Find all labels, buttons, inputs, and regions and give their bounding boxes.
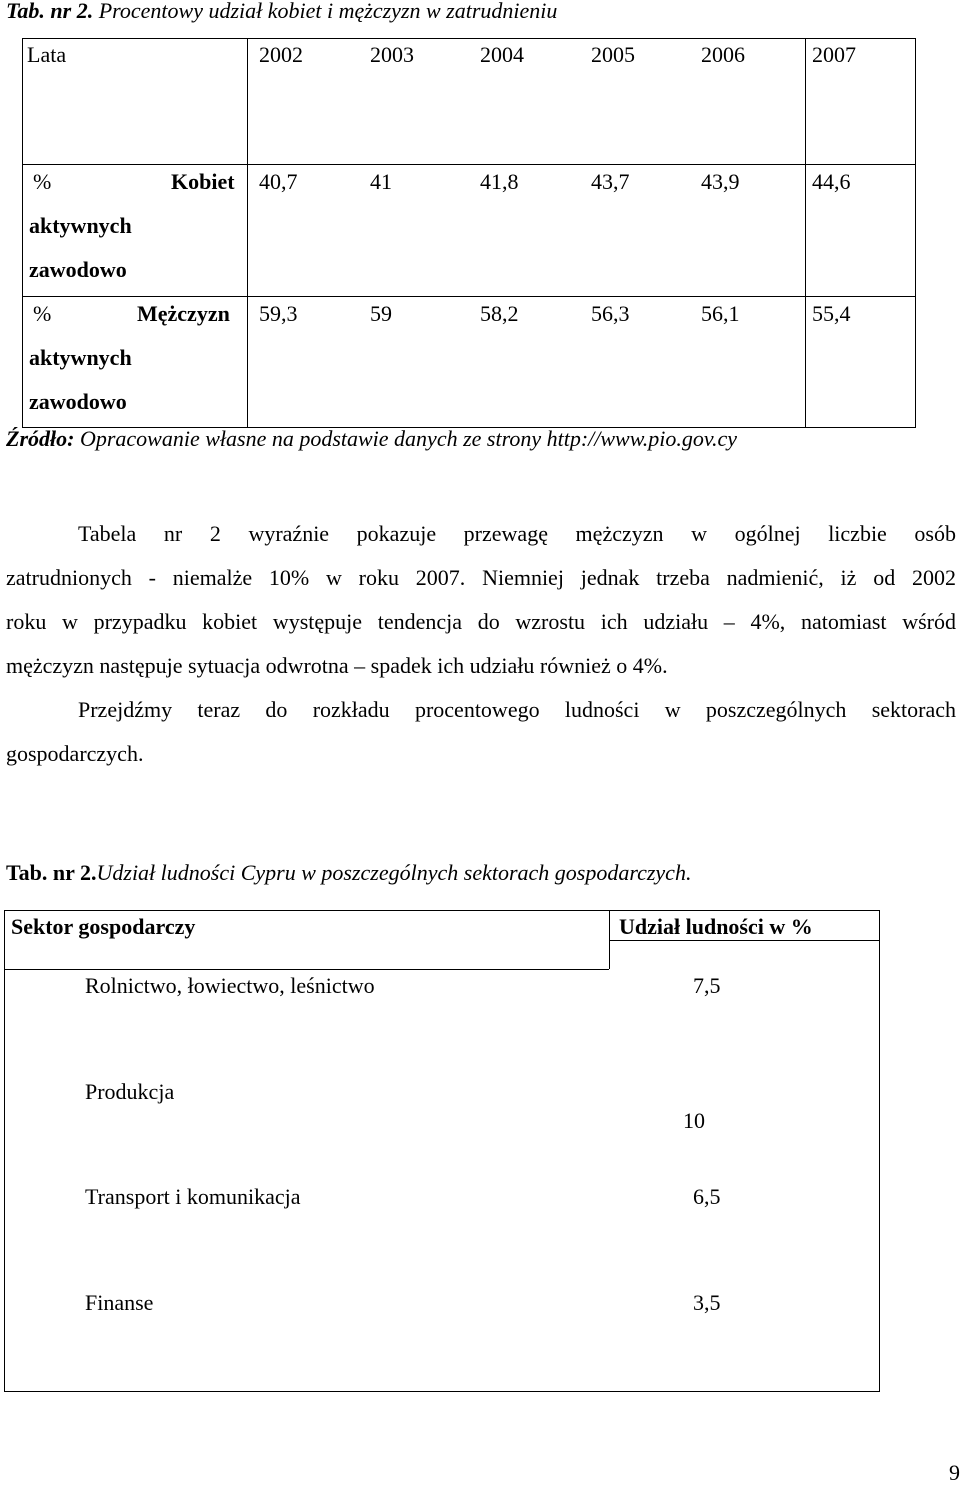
row-women-value: 43,7 — [591, 169, 630, 194]
sector-share: 7,5 — [693, 973, 721, 998]
row-women-value: 44,6 — [812, 169, 851, 194]
sector-share: 3,5 — [693, 1290, 721, 1315]
sector-name: Produkcja — [85, 1079, 175, 1104]
table2-caption — [6, 860, 691, 886]
table2-caption-title: Udział ludności Cypru w poszczególnych sektorach gospodarczych. — [96, 860, 692, 885]
header-share: Udział ludności w % — [619, 914, 813, 939]
row-women-gender: Kobiet — [171, 169, 235, 194]
sector-name: Transport i komunikacja — [85, 1184, 301, 1209]
sector-name: Finanse — [85, 1290, 154, 1315]
row-men-value: 59,3 — [259, 301, 298, 326]
header-year: 2006 — [701, 42, 745, 67]
table-gridline — [247, 39, 248, 427]
paragraph-line: Przejdźmy teraz do rozkładu procentowego ludności w poszczególnych sektorach — [78, 697, 956, 722]
row-men-pct: % — [33, 301, 52, 326]
row-women-value: 41,8 — [480, 169, 519, 194]
header-sector: Sektor gospodarczy — [11, 914, 196, 939]
paragraph-line: mężczyzn następuje sytuacja odwrotna – spadek ich udziału również o 4%. — [6, 653, 668, 678]
paragraph-line: Tabela nr 2 wyraźnie pokazuje przewagę mężczyzn w ogólnej liczbie osób — [78, 521, 956, 546]
table-gridline — [23, 164, 915, 165]
paragraph-2 — [6, 688, 956, 776]
table1-caption-title: Procentowy udział kobiet i mężczyzn w zatrudnieniu — [98, 0, 558, 23]
header-year: 2005 — [591, 42, 635, 67]
paragraph-line: gospodarczych. — [6, 741, 144, 766]
table1-caption-label: Tab. nr 2. — [6, 0, 94, 23]
table2-caption-label: Tab. nr 2. — [6, 860, 97, 885]
row-women-value: 43,9 — [701, 169, 740, 194]
row-women-pct: % — [33, 169, 52, 194]
row-women-label-line2: aktywnych — [29, 213, 132, 238]
row-men-value: 56,1 — [701, 301, 740, 326]
source-text: Opracowanie własne na podstawie danych ze strony http://www.pio.gov.cy — [79, 426, 738, 451]
row-women-value: 40,7 — [259, 169, 298, 194]
row-men-label-line3: zawodowo — [29, 389, 127, 414]
table1-caption — [6, 0, 557, 24]
paragraph-line: roku w przypadku kobiet występuje tendencja do wzrostu ich udziału – 4%, natomiast wśród — [6, 609, 956, 634]
row-men-value: 59 — [370, 301, 392, 326]
sector-share: 6,5 — [693, 1184, 721, 1209]
employment-share-table — [22, 38, 916, 428]
page-number: 9 — [949, 1460, 960, 1485]
paragraph-1 — [6, 512, 956, 688]
header-year: 2004 — [480, 42, 524, 67]
row-men-gender: Mężczyzn — [137, 301, 230, 326]
row-men-value: 56,3 — [591, 301, 630, 326]
sector-share: 10 — [683, 1108, 705, 1133]
sector-name: Rolnictwo, łowiectwo, leśnictwo — [85, 973, 375, 998]
row-men-label-line2: aktywnych — [29, 345, 132, 370]
table-gridline — [805, 39, 806, 427]
row-women-value: 41 — [370, 169, 392, 194]
paragraph-line: zatrudnionych - niemalże 10% w roku 2007. Niemniej jednak trzeba nadmienić, iż od 2002 — [6, 565, 956, 590]
header-year: 2002 — [259, 42, 303, 67]
header-years-label: Lata — [27, 42, 67, 67]
header-year: 2003 — [370, 42, 414, 67]
header-year: 2007 — [812, 42, 856, 67]
row-men-value: 58,2 — [480, 301, 519, 326]
source-label: Źródło: — [6, 426, 75, 451]
sector-share-table — [4, 910, 880, 1392]
source-note — [6, 426, 737, 452]
row-women-label-line3: zawodowo — [29, 257, 127, 282]
row-men-value: 55,4 — [812, 301, 851, 326]
